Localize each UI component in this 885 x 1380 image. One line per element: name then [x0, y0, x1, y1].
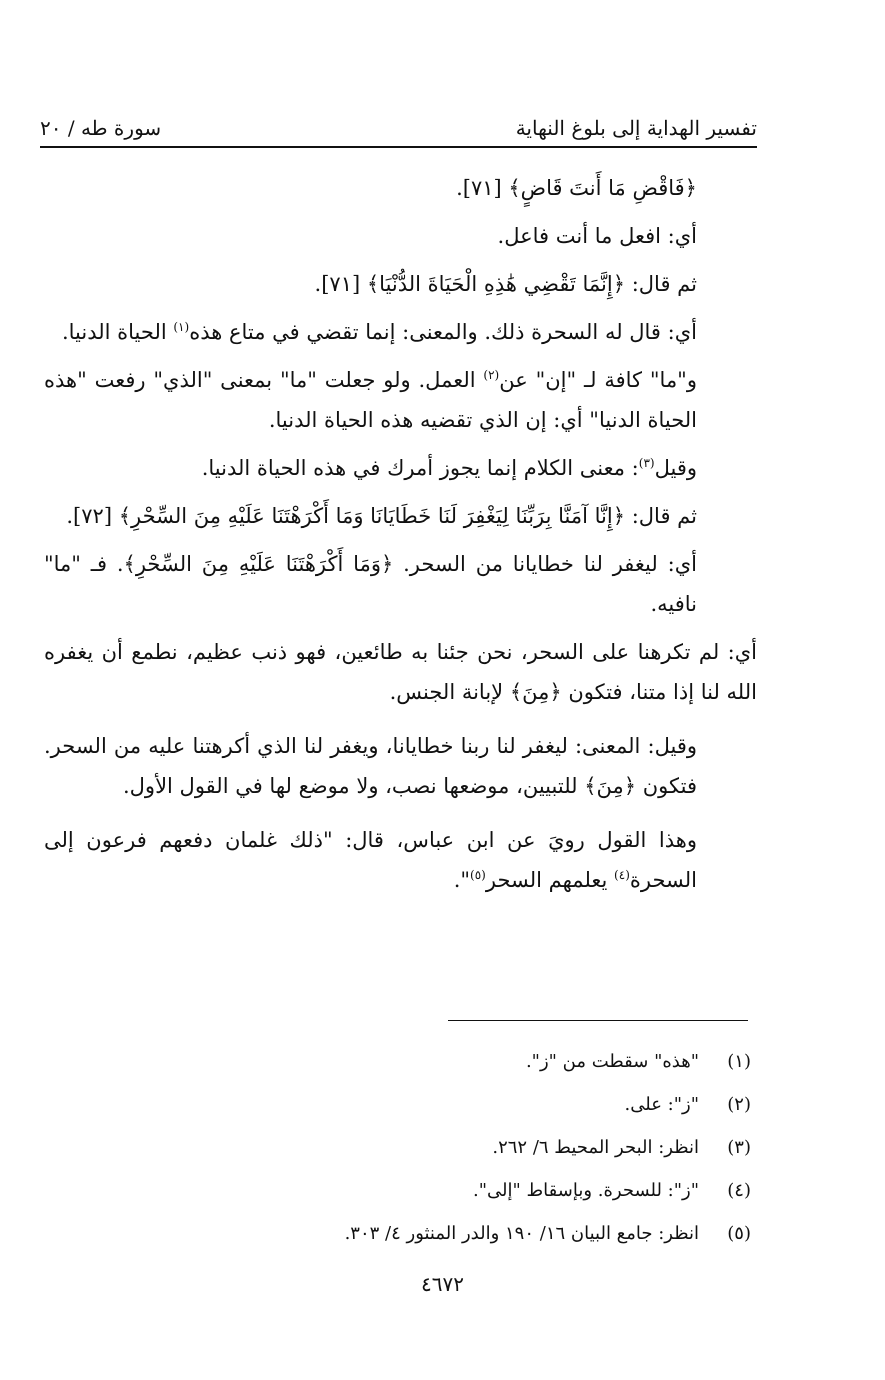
footnote-text: انظر: جامع البيان ١٦/ ١٩٠ والدر المنثور ٤/ ٣٠٣.: [344, 1223, 699, 1244]
footnote-text: انظر: البحر المحيط ٦/ ٢٦٢.: [492, 1137, 699, 1158]
text-span: وقيل: [654, 456, 697, 480]
footnote: [44, 1212, 751, 1255]
text-span: لإبانة الجنس.: [389, 680, 510, 704]
footnote-number: (٣): [727, 1137, 751, 1158]
text-span: ".: [453, 868, 471, 892]
footnote-ref: (٥): [470, 868, 486, 882]
main-text: [44, 168, 757, 908]
text-span: أي: افعل ما أنت فاعل.: [497, 224, 697, 248]
book-title: تفسير الهداية إلى بلوغ النهاية: [515, 116, 757, 140]
paragraph: [44, 312, 757, 352]
text-span: ﴿فَاقْضِ مَا أَنتَ قَاضٍ﴾: [508, 176, 697, 200]
footnote-ref: (٣): [638, 456, 655, 470]
paragraph: [44, 544, 757, 624]
text-span: [٧١].: [314, 272, 367, 296]
paragraph: [44, 632, 757, 712]
paragraph: [44, 448, 757, 488]
footnotes: [44, 1040, 751, 1255]
footnote-number: (١): [727, 1051, 751, 1072]
text-span: أي: قال له السحرة ذلك. والمعنى: إنما تقضي في متاع هذه: [189, 320, 697, 344]
text-span: للتبيين، موضعها نصب، ولا موضع لها في القول الأول.: [123, 774, 585, 798]
paragraph: [44, 360, 757, 440]
footnote-number: (٤): [727, 1180, 751, 1201]
running-header: [40, 108, 757, 140]
footnote-text: "هذه" سقطت من "ز".: [525, 1051, 699, 1072]
text-span: ﴿مِنَ﴾: [509, 680, 562, 704]
text-span: أي: لم تكرهنا على السحر، نحن جئنا به طائعين، فهو ذنب عظيم، نطمع أن يغفره الله لنا إذا متنا، فتكون: [44, 640, 757, 704]
text-span: : معنى الكلام إنما يجوز أمرك في هذه الحياة الدنيا.: [201, 456, 639, 480]
page-number: ٤٦٧٢: [421, 1272, 464, 1296]
footnote: [44, 1040, 751, 1083]
text-span: الحياة الدنيا.: [61, 320, 174, 344]
text-span: أي: ليغفر لنا خطايانا من السحر.: [393, 552, 697, 576]
text-span: و"ما" كافة لـ "إن" عن: [499, 368, 697, 392]
text-span: [٧٢].: [66, 504, 119, 528]
text-span: ﴿مِنَ﴾: [584, 774, 637, 798]
footnote-text: "ز": للسحرة. وبإسقاط "إلى".: [473, 1180, 699, 1201]
text-span: يعلمهم السحر: [485, 868, 615, 892]
footnote-number: (٢): [727, 1094, 751, 1115]
paragraph: [44, 216, 757, 256]
text-span: ثم قال:: [625, 504, 697, 528]
text-span: . فـ "ما" نافيه.: [44, 552, 697, 616]
footnote: [44, 1169, 751, 1212]
footnote: [44, 1126, 751, 1169]
paragraph: [44, 168, 757, 208]
footnote-ref: (٢): [483, 368, 500, 382]
header-rule: [40, 146, 757, 148]
text-span: ثم قال:: [625, 272, 697, 296]
text-span: وهذا القول رويَ عن ابن عباس، قال: "ذلك غلمان دفعهم فرعون إلى السحرة: [44, 828, 697, 892]
footnote-rule: [448, 1020, 748, 1021]
footnote-number: (٥): [727, 1223, 751, 1244]
text-span: ﴿وَمَا أَكْرَهْتَنَا عَلَيْهِ مِنَ السِّحْرِ﴾: [123, 552, 394, 576]
footnote-ref: (١): [173, 320, 190, 334]
footnote: [44, 1083, 751, 1126]
text-span: [٧١].: [456, 176, 509, 200]
text-span: وقيل: المعنى: ليغفر لنا ربنا خطايانا، ويغفر لنا الذي أكرهتنا عليه من السحر. فتكون: [44, 734, 697, 798]
text-span: ﴿إِنَّا آمَنَّا بِرَبِّنَا لِيَغْفِرَ لَنَا خَطَايَانَا وَمَا أَكْرَهْتَنَا عَلَيْهِ مِنَ السِّحْرِ﴾: [118, 504, 626, 528]
footnote-ref: (٤): [614, 868, 630, 882]
surah-reference: سورة طه / ٢٠: [40, 116, 162, 140]
paragraph: [44, 264, 757, 304]
text-span: العمل. ولو جعلت "ما" بمعنى "الذي" رفعت "هذه الحياة الدنيا" أي: إن الذي تقضيه هذه الحياة الدنيا.: [44, 368, 697, 432]
footnote-text: "ز": على.: [624, 1094, 699, 1115]
paragraph: [44, 726, 757, 806]
paragraph: [44, 820, 757, 900]
paragraph: [44, 496, 757, 536]
text-span: ﴿إِنَّمَا تَقْضِي هَٰذِهِ الْحَيَاةَ الدُّنْيَا﴾: [366, 272, 626, 296]
